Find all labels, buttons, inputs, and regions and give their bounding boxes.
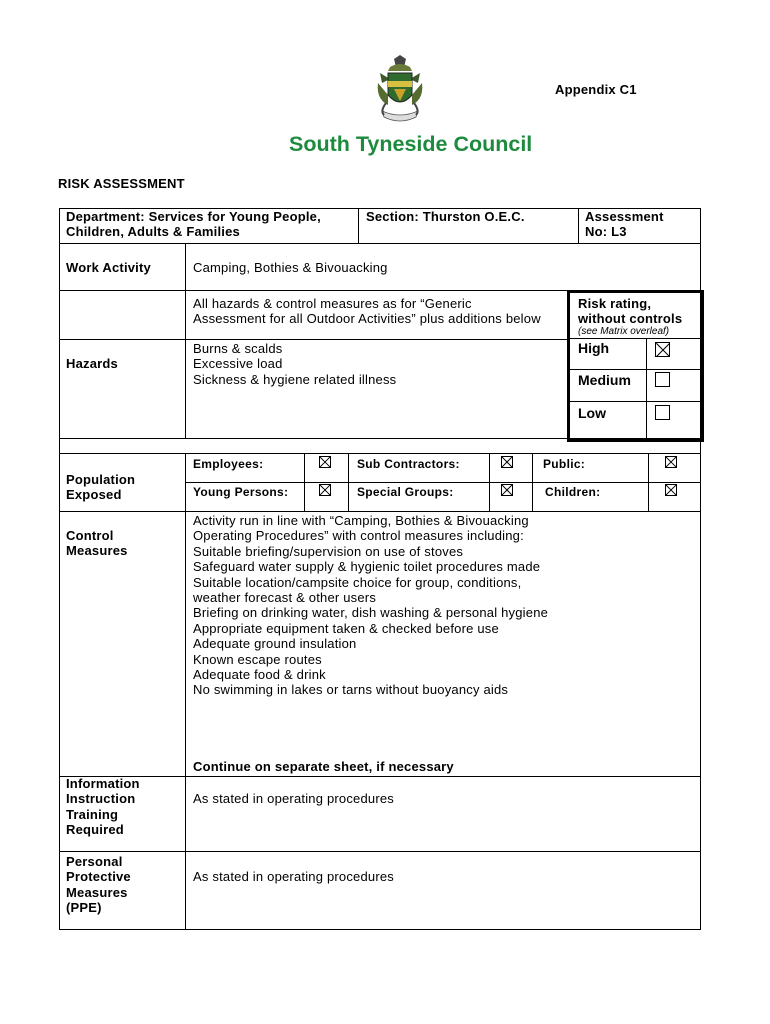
department-cell: Department: Services for Young People, Children, Adults & Families (66, 209, 321, 240)
hazard-item: Sickness & hygiene related illness (193, 371, 397, 387)
control-measure-line: Appropriate equipment taken & checked before use (193, 620, 499, 636)
continue-note: Continue on separate sheet, if necessary (193, 759, 454, 774)
ppe-value: As stated in operating procedures (193, 869, 394, 884)
control-measure-line: Activity run in line with “Camping, Bothies & Bivouacking (193, 513, 529, 528)
appendix-label: Appendix C1 (555, 82, 637, 97)
hazards-label: Hazards (66, 356, 118, 371)
work-activity-value: Camping, Bothies & Bivouacking (193, 260, 388, 275)
council-crest-logo (372, 55, 428, 131)
control-measures-label: Control Measures (66, 528, 128, 559)
sub-contractors-label: Sub Contractors: (357, 457, 460, 471)
control-measure-line: Adequate food & drink (193, 667, 326, 683)
young-persons-checkbox[interactable] (319, 484, 331, 496)
information-label: Information Instruction Training Required (66, 776, 140, 838)
information-value: As stated in operating procedures (193, 791, 394, 806)
ppe-label: Personal Protective Measures (PPE) (66, 854, 131, 916)
assessment-number-cell: Assessment No: L3 (585, 209, 664, 240)
children-label: Children: (545, 485, 601, 499)
risk-level-medium-label: Medium (578, 372, 631, 388)
special-groups-label: Special Groups: (357, 485, 454, 499)
risk-level-low-label: Low (578, 405, 606, 421)
public-checkbox[interactable] (665, 456, 677, 468)
hazard-item: Excessive load (193, 356, 283, 372)
young-persons-label: Young Persons: (193, 485, 289, 499)
control-measure-line: Operating Procedures” with control measures including: (193, 528, 524, 544)
council-name: South Tyneside Council (289, 132, 533, 156)
employees-checkbox[interactable] (319, 456, 331, 468)
public-label: Public: (543, 457, 586, 471)
control-measure-line: Suitable location/campsite choice for group, conditions, (193, 574, 522, 590)
risk-level-low-checkbox[interactable] (655, 405, 670, 420)
risk-rating-note: (see Matrix overleaf) (578, 326, 670, 337)
hazard-item: Burns & scalds (193, 341, 283, 356)
control-measure-line: Adequate ground insulation (193, 636, 357, 652)
employees-label: Employees: (193, 457, 264, 471)
control-measure-line: Safeguard water supply & hygienic toilet procedures made (193, 559, 541, 575)
risk-level-high-checkbox[interactable] (655, 342, 670, 357)
control-measures-list (193, 513, 548, 698)
document-title: RISK ASSESSMENT (58, 176, 185, 191)
control-measure-line: weather forecast & other users (193, 590, 377, 606)
risk-rating-title: Risk rating, without controls (578, 296, 683, 327)
control-measure-line: No swimming in lakes or tarns without buoyancy aids (193, 682, 509, 698)
sub-contractors-checkbox[interactable] (501, 456, 513, 468)
work-activity-label: Work Activity (66, 260, 151, 275)
hazards-intro: All hazards & control measures as for “Generic Assessment for all Outdoor Activities” plus additions below (193, 296, 541, 327)
risk-level-medium-checkbox[interactable] (655, 372, 670, 387)
special-groups-checkbox[interactable] (501, 484, 513, 496)
population-label: Population Exposed (66, 472, 136, 503)
control-measure-line: Known escape routes (193, 651, 322, 667)
children-checkbox[interactable] (665, 484, 677, 496)
risk-level-high-label: High (578, 340, 610, 356)
control-measure-line: Briefing on drinking water, dish washing & personal hygiene (193, 605, 549, 621)
hazards-list (193, 341, 396, 387)
control-measure-line: Suitable briefing/supervision on use of stoves (193, 543, 464, 559)
section-cell: Section: Thurston O.E.C. (366, 209, 525, 224)
